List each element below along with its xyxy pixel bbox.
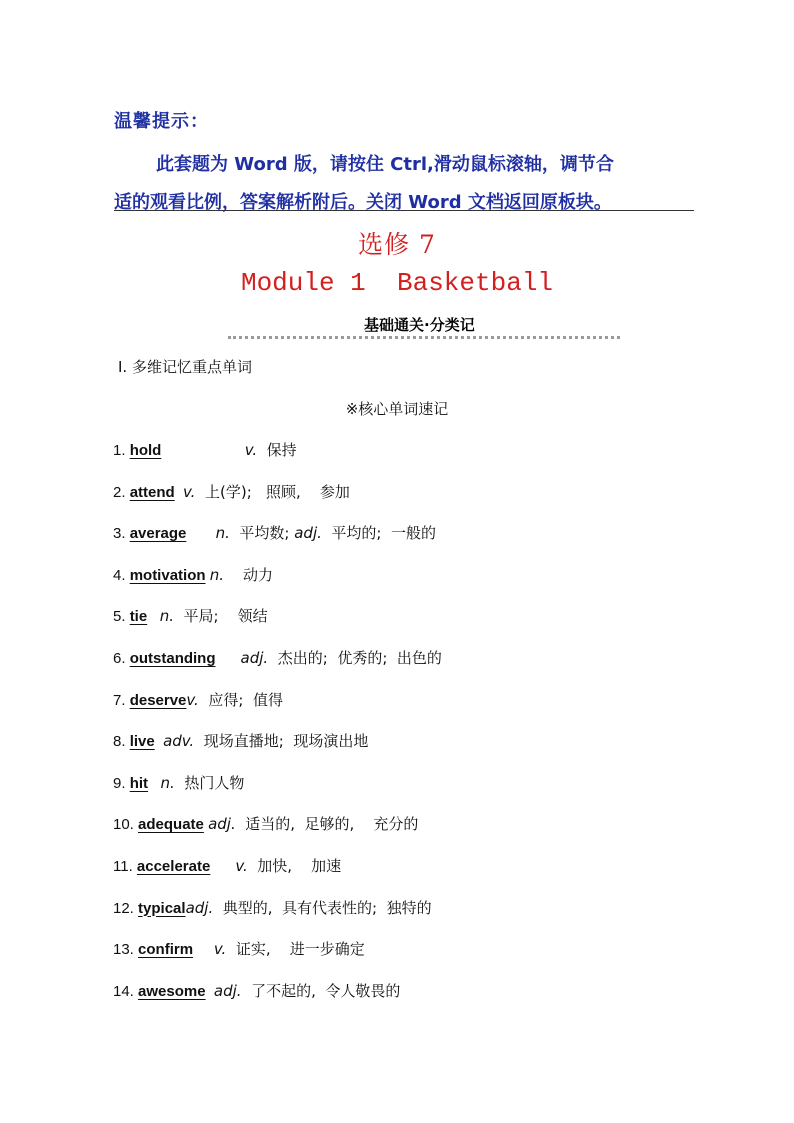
module-title: Module 1 Basketball [240, 268, 554, 298]
word-definition: v. 上(学); 照顾, 参加 [183, 482, 350, 501]
word-row [113, 773, 713, 815]
word-row [113, 731, 713, 773]
vocab-word: deserve [129, 691, 187, 709]
part-of-speech: n. [215, 524, 230, 543]
word-definition: v. 应得; 值得 [186, 690, 283, 709]
word-definition: v. 加快, 加速 [235, 856, 342, 875]
vocab-word: average [129, 525, 187, 543]
word-number: 11. [113, 857, 137, 875]
volume-title: 选修 7 [358, 230, 436, 259]
word-number: 10. [113, 816, 139, 834]
word-definition: n. 热门人物 [160, 773, 245, 792]
word-definition: v. 证实, 进一步确定 [213, 940, 365, 959]
word-number: 7. [113, 691, 130, 709]
word-row [113, 606, 713, 648]
part-of-speech: adj. [240, 648, 269, 667]
word-number: 13. [113, 941, 139, 959]
part-heading: Ⅰ. 多维记忆重点单词 [118, 358, 252, 376]
word-gap [155, 733, 163, 750]
word-definition: n. 动力 [209, 565, 274, 584]
word-gap [148, 775, 161, 792]
word-definition: n. 平局; 领结 [159, 607, 268, 626]
tip-line-1-text: 此套题为 Word 版，请按住 Ctrl,滑动鼠标滚轴，调节合 [156, 154, 614, 175]
word-row [113, 648, 713, 690]
tip-underline [114, 210, 694, 211]
word-gap [210, 858, 235, 875]
word-gap [206, 983, 214, 1000]
vocab-word: awesome [138, 982, 206, 1000]
part-of-speech: adj. [185, 898, 214, 917]
tip-title: 温馨提示： [114, 111, 209, 132]
word-gap [186, 525, 215, 542]
section-title: 基础通关·分类记 [364, 316, 475, 334]
word-row [113, 898, 713, 940]
part-of-speech: v. [235, 856, 248, 875]
word-number: 5. [113, 608, 130, 626]
word-row [113, 523, 713, 565]
vocab-word: hold [129, 442, 162, 459]
word-row [113, 814, 713, 856]
word-definition: adj. 杰出的; 优秀的; 出色的 [240, 648, 442, 667]
vocab-word: outstanding [129, 649, 216, 667]
word-gap [216, 650, 241, 667]
word-number: 6. [113, 649, 130, 667]
word-gap [147, 608, 160, 625]
vocab-word: hit [129, 774, 149, 792]
word-number: 14. [113, 982, 139, 1000]
vocab-word: typical [138, 899, 186, 917]
part-of-speech: adj. [294, 524, 322, 543]
word-gap [175, 484, 183, 501]
part-of-speech: adv. [163, 732, 195, 751]
word-list [113, 440, 713, 1022]
tip-line-1 [114, 146, 694, 184]
word-definition: v. 保持 [244, 441, 297, 459]
word-row [113, 690, 713, 732]
word-definition: adv. 现场直播地; 现场演出地 [163, 732, 369, 751]
word-number: 4. [113, 566, 130, 584]
word-definition: adj. 了不起的, 令人敬畏的 [213, 981, 401, 1000]
part-of-speech: v. [186, 690, 199, 709]
vocab-word: accelerate [136, 857, 211, 875]
word-definition: n. 平均数; adj. 平均的; 一般的 [215, 524, 437, 543]
word-definition: adj. 典型的, 具有代表性的; 独特的 [185, 898, 432, 917]
part-of-speech: v. [183, 482, 196, 501]
part-of-speech: v. [244, 441, 258, 459]
vocab-word: live [129, 733, 155, 751]
word-number: 12. [113, 899, 139, 917]
vocab-word: motivation [129, 566, 206, 584]
part-of-speech: adj. [213, 981, 242, 1000]
part-of-speech: n. [159, 607, 174, 626]
word-definition: adj. 适当的, 足够的, 充分的 [208, 815, 419, 834]
word-row [113, 856, 713, 898]
part-of-speech: adj. [208, 815, 236, 834]
tip-line-2: 适的观看比例，答案解析附后。关闭 Word 文档返回原板块。 [114, 192, 612, 213]
word-row [113, 565, 713, 607]
word-number: 1. [113, 442, 130, 459]
word-number: 2. [113, 483, 130, 501]
word-gap [193, 941, 214, 958]
vocab-word: attend [129, 483, 175, 501]
word-number: 8. [113, 733, 130, 751]
vocab-word: tie [129, 608, 148, 626]
part-of-speech: n. [160, 773, 175, 792]
word-row [113, 482, 713, 524]
word-row [113, 981, 713, 1023]
part-of-speech: v. [213, 940, 227, 959]
vocab-word: adequate [138, 816, 204, 834]
word-number: 3. [113, 525, 130, 543]
word-number: 9. [113, 774, 130, 792]
word-row [113, 939, 713, 981]
vocab-word: confirm [138, 941, 194, 959]
dotted-divider [228, 336, 620, 339]
word-row [113, 440, 713, 482]
word-gap [161, 442, 244, 459]
part-of-speech: n. [209, 565, 224, 584]
sub-heading: ※核心单词速记 [345, 400, 449, 418]
